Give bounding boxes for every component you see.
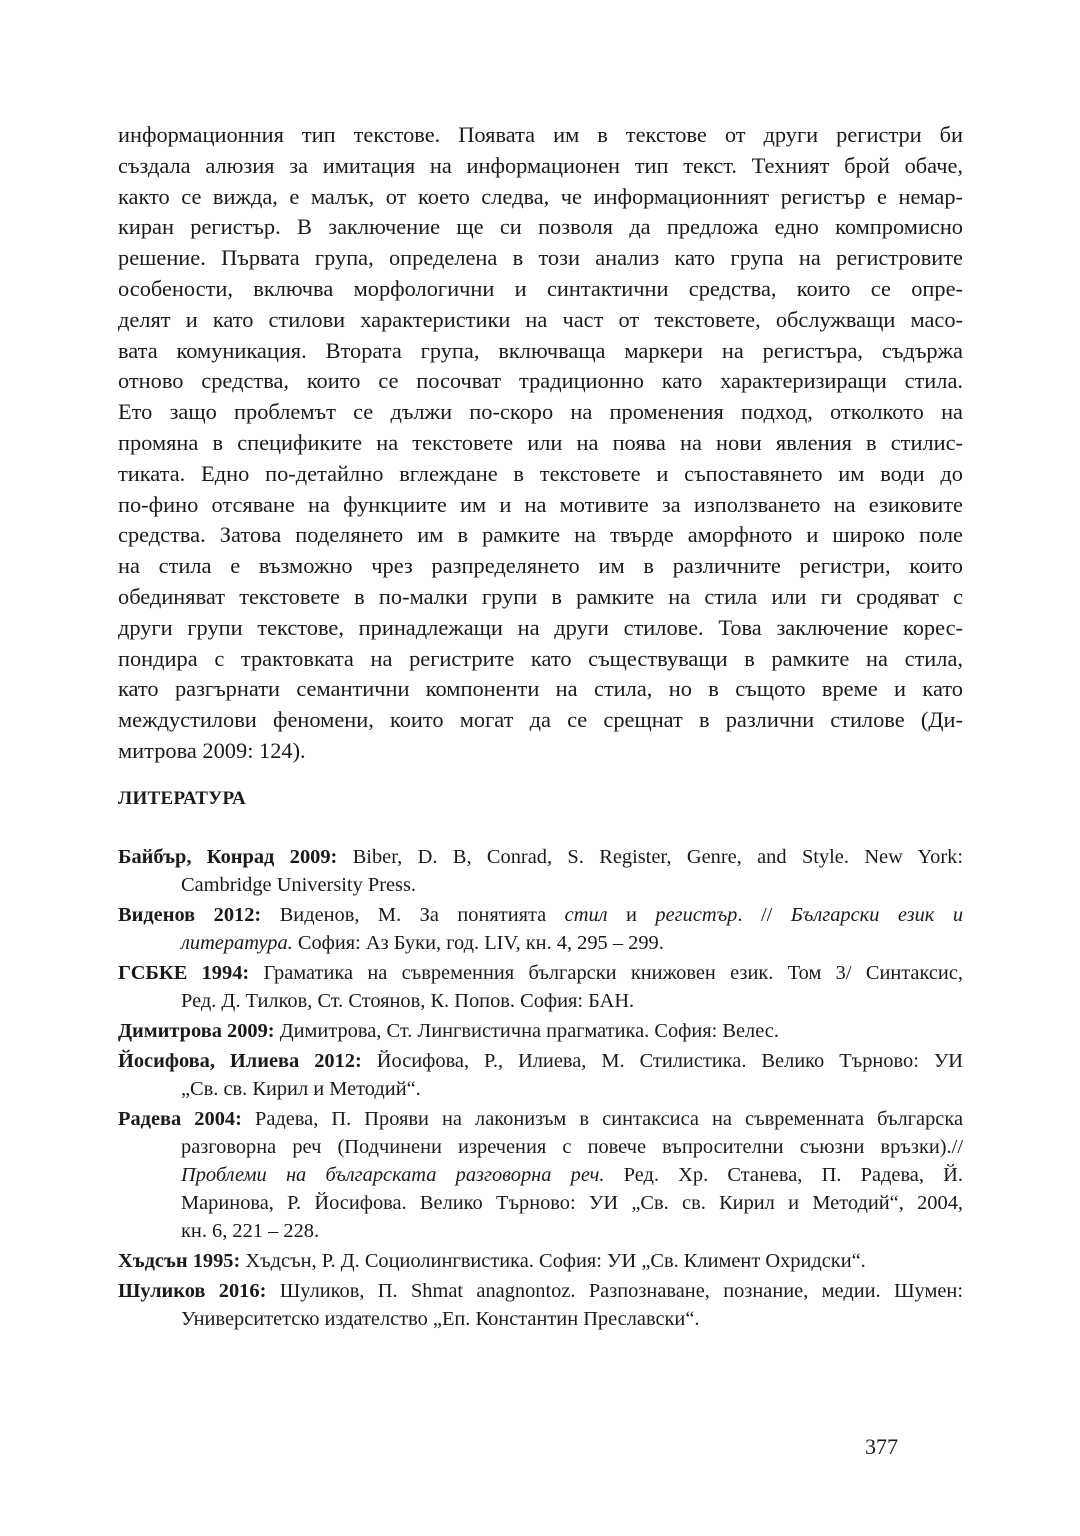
reference-text: разговорна реч (Подчинени изречения с повече въпросителни съюзни връзки).// [181,1136,963,1158]
reference-key: Байбър, Конрад 2009: [118,846,338,868]
reference-text: София: Аз Буки, год. LIV, кн. 4, 295 – 299. [292,932,664,954]
reference-key: Виденов 2012: [118,904,262,926]
text-line: средства. Затова поделянето им в рамките на твърде аморфното и широко поле [118,522,963,548]
text-line: вата комуникация. Втората група, включваща маркери на регистъра, съдържа [118,337,963,363]
text-line: обединяват текстовете в по-малки групи в рамките на стила или ги сродяват с [118,583,963,609]
reference-italic: литература. [181,932,293,954]
reference-italic: регистър [655,904,738,926]
reference-text: Ред. Д. Тилков, Ст. Стоянов, К. Попов. София: БАН. [181,990,635,1012]
reference-text: Biber, D. B, Conrad, S. Register, Genre, and Style. New York: [337,846,963,868]
text-line: пондира с трактовката на регистрите като съществуващи в рамките на стила, [118,645,963,671]
reference-entry [118,843,963,899]
body-paragraph [118,120,963,767]
text-line: отново средства, които се посочват традиционно като характеризиращи стила. [118,368,963,394]
references-heading: ЛИТЕРАТУРА [118,788,247,809]
reference-text: и [607,904,656,926]
reference-text: Виденов, М. За понятията [261,904,565,926]
text-line: по-фино отсяване на функциите им и на мотивите за използването на езиковите [118,491,963,517]
reference-text: Ред. Хр. Станева, П. Радева, Й. [604,1164,963,1186]
text-line: киран регистър. В заключение ще си позволя да предложа едно компромисно [118,214,963,240]
reference-text: Cambridge University Press. [181,874,417,896]
text-line: информационния тип текстове. Появата им в текстове от други регистри би [118,122,963,147]
text-line: на стила е възможно чрез разпределянето им в различните регистри, които [118,553,963,579]
text-line: решение. Първата група, определена в този анализ като група на регистровите [118,245,963,271]
text-line: Ето защо проблемът се дължи по-скоро на променения подход, отколкото на [118,399,963,425]
text-line: митрова 2009: 124). [118,737,306,763]
reference-entry [118,959,963,1015]
text-line: други групи текстове, принадлежащи на други стилове. Това заключение корес- [118,614,963,640]
reference-entry [118,1277,963,1333]
reference-entry [118,1247,963,1275]
reference-italic: Проблеми на българската разговорна реч. [181,1164,605,1186]
reference-key: ГСБКЕ 1994: [118,962,250,984]
reference-text: Радева, П. Прояви на лаконизъм в синтаксиса на съвременната българска [241,1108,963,1130]
reference-text: Йосифова, Р., Илиева, М. Стилистика. Велико Търново: УИ [361,1050,963,1072]
reference-text: Димитрова, Ст. Лингвистична прагматика. София: Велес. [274,1020,779,1042]
text-line: делят и като стилови характеристики на част от текстовете, обслужващи масо- [118,306,963,332]
reference-key: Шуликов 2016: [118,1280,267,1302]
reference-entry [118,1047,963,1103]
text-line: тиката. Едно по-детайлно вглеждане в текстовете и съпоставянето им води до [118,460,963,486]
text-line: създала алюзия за имитация на информационен тип текст. Техният брой обаче, [118,152,963,178]
reference-text: Хъдсън, Р. Д. Социолингвистика. София: УИ „Св. Климент Охридски“. [240,1250,866,1272]
reference-text: Университетско издателство „Еп. Константин Преславски“. [181,1308,700,1330]
reference-text: „Св. св. Кирил и Методий“. [181,1078,421,1100]
text-line: междустилови феномени, които могат да се срещнат в различни стилове (Ди- [118,707,963,733]
text-line: особености, включва морфологични и синтактични средства, които се опре- [118,275,963,301]
reference-text: . // [737,904,791,926]
reference-italic: Български език и [790,904,964,926]
reference-text: Граматика на съвременния български книжовен език. Том 3/ Синтаксис, [249,962,963,984]
reference-italic: стил [564,904,608,926]
reference-key: Димитрова 2009: [118,1020,275,1042]
reference-key: Йосифова, Илиева 2012: [118,1050,362,1072]
reference-entry [118,1105,963,1245]
reference-text: Шуликов, П. Shmat anagnontoz. Разпознаване, познание, медии. Шумен: [266,1280,963,1302]
reference-entry [118,1017,963,1045]
reference-text: Маринова, Р. Йосифова. Велико Търново: УИ „Св. св. Кирил и Методий“, 2004, [181,1192,963,1214]
reference-text: кн. 6, 221 – 228. [181,1220,320,1242]
page-number: 377 [865,1434,898,1459]
reference-key: Хъдсън 1995: [118,1250,241,1272]
text-line: промяна в спецификите на текстовете или на поява на нови явления в стилис- [118,429,963,455]
reference-entry [118,901,963,957]
references-list [118,843,963,1335]
text-line: като разгърнати семантични компоненти на стила, но в същото време и като [118,676,963,702]
text-line: както се вижда, е малък, от което следва, че информационният регистър е немар- [118,183,963,209]
reference-key: Радева 2004: [118,1108,242,1130]
